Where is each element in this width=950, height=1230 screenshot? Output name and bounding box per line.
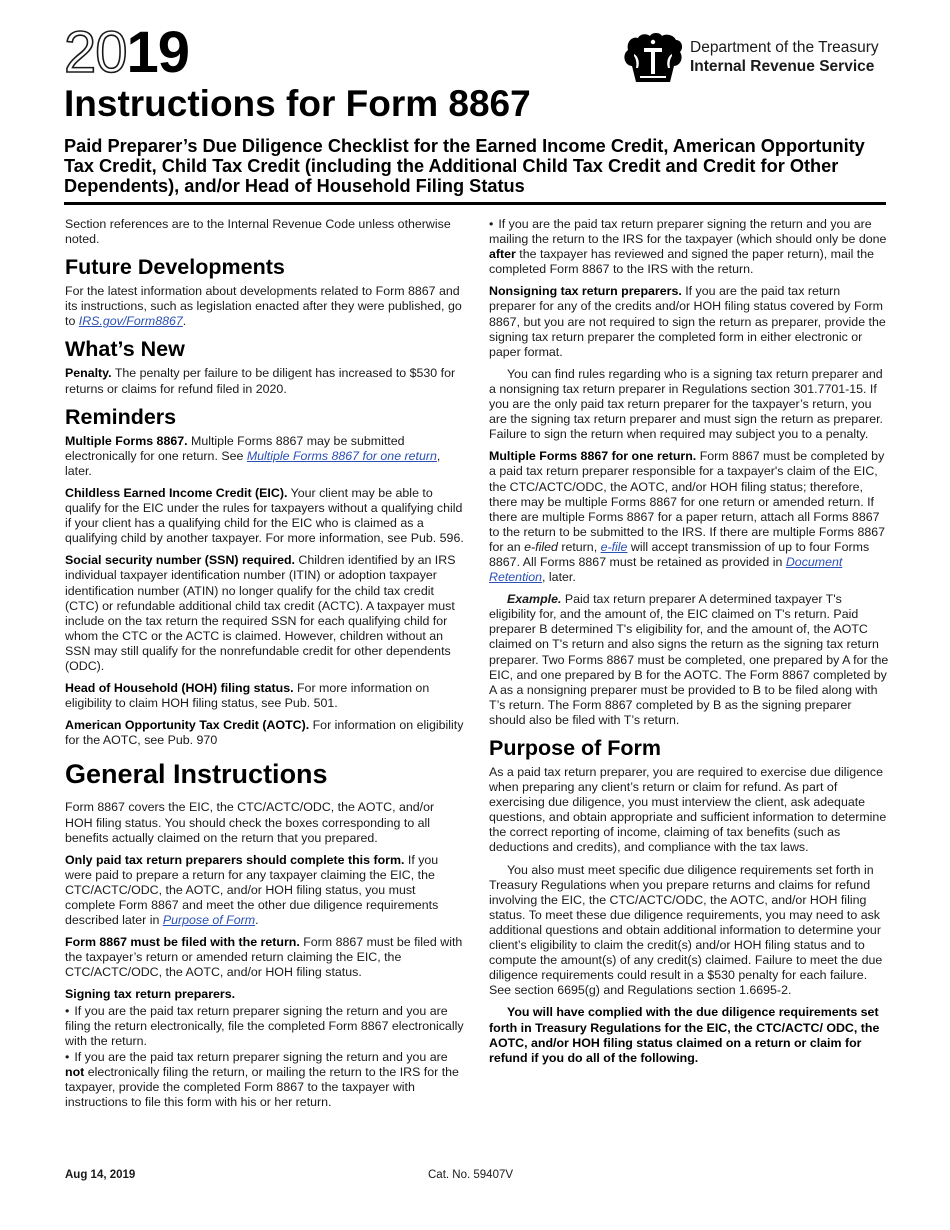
bullet2-text-b: electronically filing the return, or mailing the return to the IRS for the taxpayer, provide the completed Form 8867 to the taxpayer with instructions to file this form with his or her return. bbox=[65, 1064, 459, 1110]
future-developments-heading: Future Developments bbox=[65, 255, 285, 280]
left-column bbox=[65, 217, 465, 1111]
only-lead: Only paid tax return preparers should complete this form. bbox=[65, 852, 405, 867]
bullet-mailing bbox=[489, 217, 889, 277]
footer-date: Aug 14, 2019 bbox=[65, 1169, 136, 1181]
multiple-forms-paragraph bbox=[65, 434, 465, 479]
agency-block bbox=[622, 32, 879, 88]
only-text: If you were paid to prepare a return for any taxpayer claiming the EIC, the CTC/ACTC/ODC, the AOTC, and/or HOH filing status, you must complete Form 8867 and meet the other due diligence requirements described later in bbox=[65, 852, 439, 928]
example-text: Paid tax return preparer A determined taxpayer T's eligibility for, and the amount of, the EIC claimed on T's return. Paid preparer B determined T's eligibility for, and the amount of, the AOTC claimed on T's return and also signs the return as the signing tax return preparer. Two Forms 8867 must be completed, one prepared by A for the EIC, and one prepared by B for the AOTC. The Form 8867 completed by A as a nonsigning preparer must be provided to B to be filed along with T’s return. The Form 8867 completed by B as the signing preparer should also be filed with T’s return. bbox=[489, 592, 889, 727]
aotc-text: For information on eligibility for the AOTC, see Pub. 970 bbox=[65, 718, 464, 748]
page-subtitle: Paid Preparer’s Due Diligence Checklist for the Earned Income Credit, American Opportunity Tax Credit, Child Tax Credit (including the Additional Child Tax Credit and Credit for Other Dependents), and/or Head of Household Filing Status bbox=[64, 136, 865, 196]
year-outline: 20 bbox=[64, 20, 127, 85]
form8867-link[interactable]: IRS.gov/Form8867 bbox=[78, 314, 183, 329]
purpose-text-2: You also must meet specific due diligence requirements set forth in Treasury Regulations when you prepare returns and claims for refund involving the EIC, the CTC/ACTC/ODC, the AOTC, and/or HOH filing status. To meet these due diligence requirements, you may need to ask additional questions and obtain additional information to determine your client’s eligibility to claim the credit(s) and/or HOH filing status and to compute the amount(s) of any credit(s) claimed. Failure to meet the due diligence requirements could result in a $530 penalty for each failure. See section 6695(g) and Regulations section 1.6695-2. bbox=[489, 862, 883, 998]
agency-department: Department of the Treasury bbox=[690, 39, 879, 56]
multiple-forms-one-return-paragraph bbox=[489, 449, 889, 585]
future-end: . bbox=[182, 314, 187, 329]
general-text: Form 8867 covers the EIC, the CTC/ACTC/ODC, the AOTC, and/or HOH filing status. You should check the boxes corresponding to all benefits actually claimed on the return that you prepared. bbox=[65, 800, 435, 845]
only-paid-paragraph bbox=[65, 853, 465, 928]
multiple-forms-link[interactable]: Multiple Forms 8867 for one return bbox=[246, 448, 437, 463]
mult-text: Form 8867 must be completed by a paid tax return preparer responsible for a taxpayer's claim of the EIC, the CTC/ACTC/ODC, the AOTC, and/or HOH filing status; therefore, there may be multiple Forms 8867 for one return or amended return. If there are multiple Forms 8867 for a paper return, attach all Forms 8867 to the return to be submitted to the IRS. If there are multiple Forms 8867 for an bbox=[489, 449, 886, 554]
filed-lead: Form 8867 must be filed with the return. bbox=[65, 935, 300, 950]
year-solid: 19 bbox=[126, 20, 190, 85]
e-file-link[interactable]: e-file bbox=[600, 539, 628, 554]
penalty-lead: Penalty. bbox=[65, 366, 112, 381]
purpose-of-form-heading: Purpose of Form bbox=[489, 736, 662, 760]
example-paragraph bbox=[489, 592, 889, 728]
purpose-bold-text: You will have complied with the due diligence requirements set forth in Treasury Regulations for the EIC, the CTC/ACTC/ ODC, the AOTC, and/or HOH filing status claimed on a return or claim for refund if you do all of the following. bbox=[489, 1005, 880, 1065]
example-lead: Example. bbox=[507, 592, 562, 607]
mult-lead: Multiple Forms 8867 for one return. bbox=[489, 449, 697, 464]
signing-preparers-lead bbox=[65, 987, 465, 1002]
title-divider bbox=[64, 202, 886, 205]
ssn-text: Children identified by an IRS individual taxpayer identification number (ITIN) or adoption taxpayer identification number (ATIN) no longer qualify for the child tax credit (CTC) or refundable additional child tax credit (ACTC). A taxpayer must include on the tax return the required SSN for each qualifying child for whom the CTC or the ACTC is claimed. However, children without an SSN may still qualify for the nonrefundable credit for other dependents (ODC). bbox=[65, 553, 456, 673]
bullet-not-efile bbox=[65, 1050, 465, 1110]
future-developments-text bbox=[65, 284, 465, 329]
nonsign-lead: Nonsigning tax return preparers. bbox=[489, 284, 682, 299]
mult-efiled: e-filed bbox=[524, 539, 558, 554]
bullet2-not: not bbox=[65, 1064, 85, 1079]
right-column bbox=[489, 217, 889, 1073]
irs-eagle-icon bbox=[622, 32, 684, 88]
page-title: Instructions for Form 8867 bbox=[64, 83, 531, 124]
document-retention-link[interactable]: Document Retention bbox=[489, 554, 843, 585]
whats-new-heading: What’s New bbox=[65, 337, 185, 362]
purpose-text: As a paid tax return preparer, you are required to exercise due diligence when preparing any client’s return or claim for refund. As part of exercising due diligence, you must interview the client, ask adequate questions, and obtain appropriate and sufficient information to determine the correct reporting of income, claiming of tax benefits (such as deductions and credits), and compliance with the tax laws. bbox=[489, 765, 887, 855]
filed-with-return-paragraph bbox=[65, 935, 465, 980]
bullet-dot-icon: • bbox=[65, 1049, 70, 1064]
penalty-paragraph bbox=[65, 366, 465, 396]
agency-name bbox=[690, 38, 879, 76]
rules-paragraph: You can find rules regarding who is a signing tax return preparer and a nonsigning tax return preparer in Regulations section 301.7701-15. If you are the only paid tax return preparer for the taxpayer’s return, you are the signing tax return preparer and must sign the return as preparer. Failure to sign the return when required may subject you to a penalty. bbox=[489, 366, 883, 442]
hoh-paragraph bbox=[65, 681, 465, 711]
childless-eic-paragraph bbox=[65, 486, 465, 546]
bullet-efile bbox=[65, 1004, 465, 1049]
mult-text2: will accept transmission of up to four Forms 8867. All Forms 8867 must be retained as provided in bbox=[489, 539, 870, 569]
year-heading bbox=[64, 22, 189, 84]
ssn-paragraph bbox=[65, 553, 465, 674]
bullet3-after: after bbox=[489, 247, 516, 262]
filed-text: Form 8867 must be filed with the taxpayer’s return or amended return claiming the EIC, the CTC/ACTC/ODC, the AOTC, and/or HOH filing status. bbox=[65, 935, 463, 980]
bullet3-text-b: the taxpayer has reviewed and signed the paper return), mail the completed Form 8867 to the IRS with the return. bbox=[489, 247, 875, 277]
mult-mid: return, bbox=[557, 539, 601, 554]
purpose-of-form-link[interactable]: Purpose of Form bbox=[162, 913, 256, 928]
aotc-lead: American Opportunity Tax Credit (AOTC). bbox=[65, 718, 310, 733]
childless-lead: Childless Earned Income Credit (EIC). bbox=[65, 485, 288, 500]
bullet2-text-a: If you are the paid tax return preparer signing the return and you are bbox=[74, 1049, 448, 1064]
bullet1-text: If you are the paid tax return preparer signing the return and you are filing the return electronically, file the completed Form 8867 electronically with the return. bbox=[65, 1003, 464, 1048]
multiple-end: , later. bbox=[65, 448, 441, 478]
reminders-heading: Reminders bbox=[65, 404, 177, 429]
penalty-text: The penalty per failure to be diligent has increased to $530 for returns or claims for refund filed in 2020. bbox=[65, 366, 456, 396]
general-instructions-heading: General Instructions bbox=[65, 759, 328, 790]
bullet3-text-a: If you are the paid tax return preparer signing the return and you are mailing the return to the IRS for the taxpayer (which should only be done bbox=[489, 217, 887, 247]
aotc-paragraph bbox=[65, 718, 465, 748]
ssn-lead: Social security number (SSN) required. bbox=[65, 553, 295, 568]
hoh-lead: Head of Household (HOH) filing status. bbox=[65, 681, 294, 696]
bullet-dot-icon: • bbox=[65, 1003, 70, 1018]
future-text: For the latest information about developments related to Form 8867 and its instructions, such as legislation enacted after they were published, go to bbox=[65, 284, 462, 329]
multiple-text: Multiple Forms 8867 may be submitted electronically for one return. See bbox=[65, 433, 405, 463]
nonsign-text: If you are the paid tax return preparer for any of the credits and/or HOH filing status covered by Form 8867, but you are not required to sign the return as preparer, provide the signing tax return preparer the completed form in either electronic or paper format. bbox=[489, 284, 886, 359]
intro-text: Section references are to the Internal Revenue Code unless otherwise noted. bbox=[65, 217, 451, 247]
footer-catalog-number: Cat. No. 59407V bbox=[428, 1169, 514, 1181]
agency-irs: Internal Revenue Service bbox=[690, 58, 875, 75]
multiple-lead: Multiple Forms 8867. bbox=[65, 433, 188, 448]
only-end: . bbox=[255, 913, 259, 928]
mult-end: , later. bbox=[542, 570, 576, 585]
hoh-text: For more information on eligibility to claim HOH filing status, see Pub. 501. bbox=[65, 681, 430, 711]
bullet-dot-icon: • bbox=[489, 217, 494, 231]
childless-text: Your client may be able to qualify for the EIC under the rules for taxpayers without a qualifying child if your client has a qualifying child for the EIC who is claimed as a qualifying child by another taxpayer. For more information, see Pub. 596. bbox=[65, 485, 464, 546]
nonsigning-paragraph bbox=[489, 284, 889, 359]
signing-lead: Signing tax return preparers. bbox=[65, 987, 236, 1002]
